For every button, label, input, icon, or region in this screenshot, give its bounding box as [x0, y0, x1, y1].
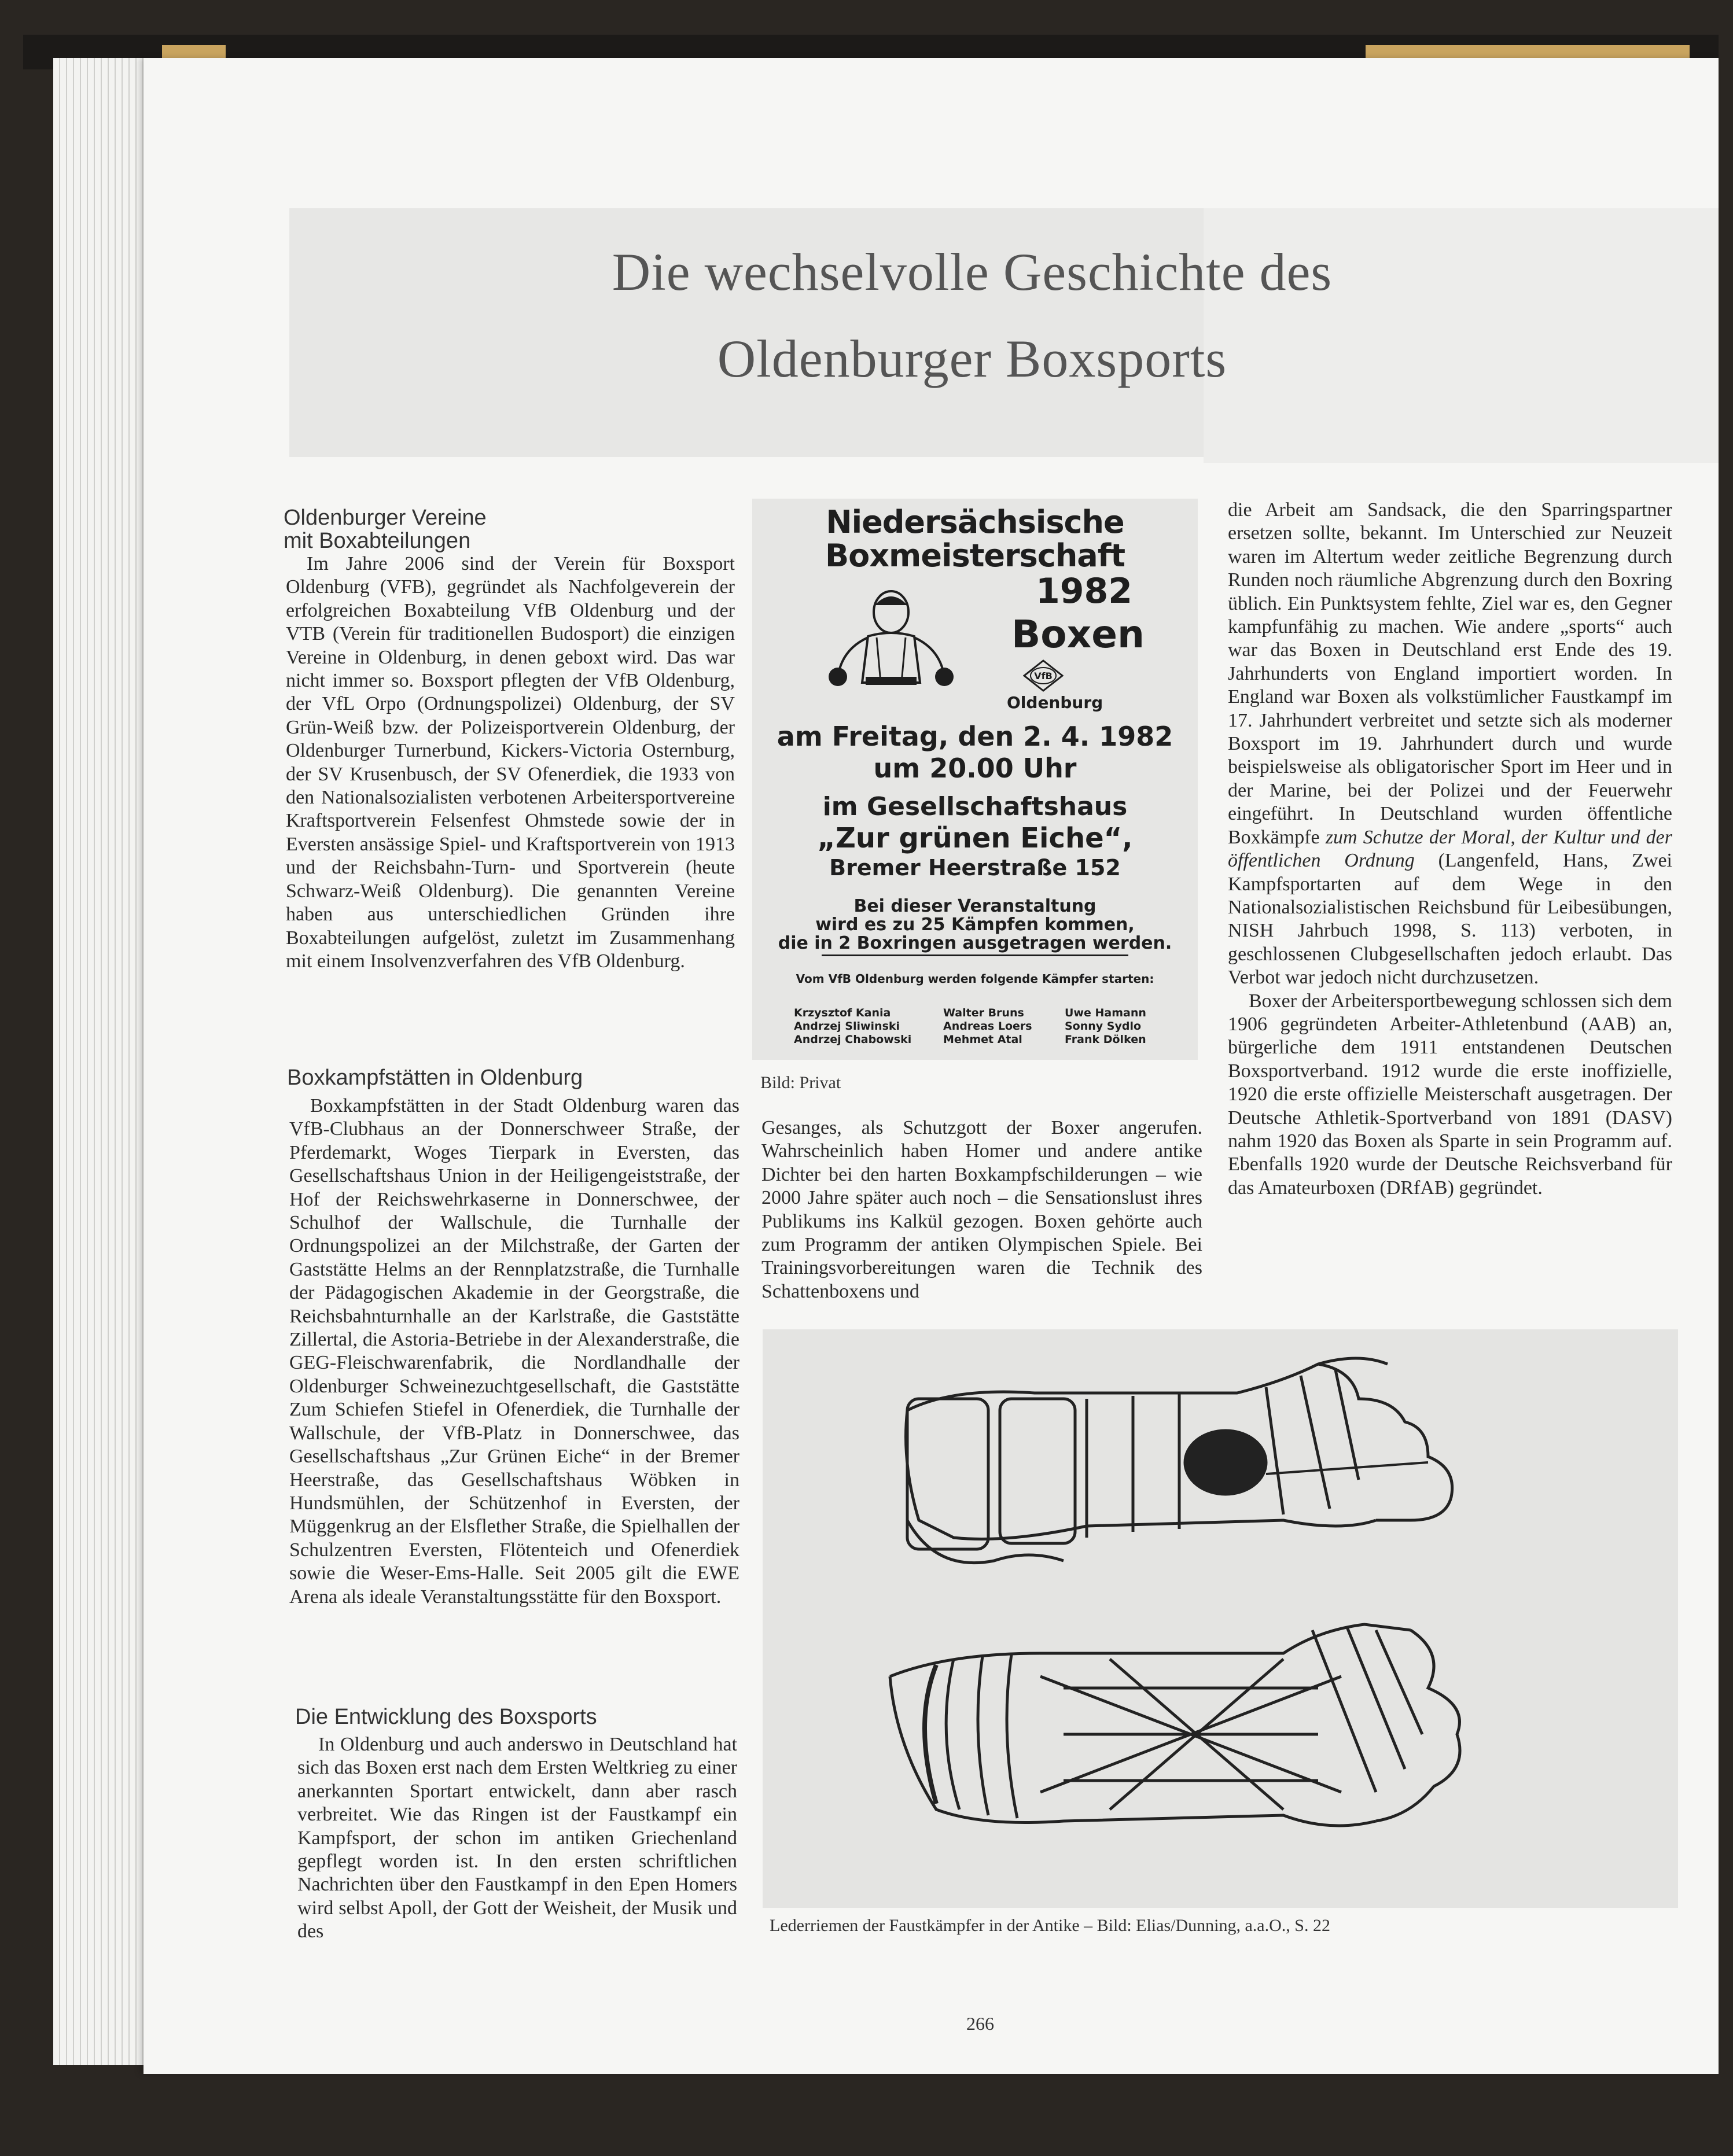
poster-venue-name: „Zur grünen Eiche“,	[817, 822, 1133, 854]
text-run: die Arbeit am Sandsack, die den Sparringspartner ersetzen sollte, bekannt. Im Unterschied zur Neuzeit waren im Altertum weder zeitliche Begrenzung durch Runden noch räumliche Abgrenzung durch den Boxring üblich. Ein Punktsystem fehlte, Ziel war es, den Gegner kampfunfähig zu machen. Wie andere „sports“ auch war das Boxen in Deutschland erst Ende des 19. Jahrhunderts von England importiert worden. In England war Boxen als volkstümlicher Faustkampf im 17. Jahrhundert verbreitet und setzte sich als moderner Boxsport im 19. Jahrhundert durch und wurde beispielsweise als obligatorischer Sport im Heer und in der Marine, bei der Polizei und der Feuerwehr eingeführt. In Deutschland wurden öffentliche Boxkämpfe	[1228, 499, 1672, 848]
section-heading-entwicklung: Die Entwicklung des Boxsports	[295, 1705, 597, 1729]
page-title	[289, 229, 1655, 402]
fighter-name: Andrzej Chabowski	[794, 1033, 912, 1046]
poster-fighters-heading: Vom VfB Oldenburg werden folgende Kämpfer starten:	[796, 972, 1154, 986]
paragraph: Boxkampfstätten in der Stadt Oldenburg waren das VfB-Clubhaus an der Donnerschweer Straße, der Pferdemarkt, Woges Tierpark in Eversten, das Gesellschaftshaus Union in der Heiligengeiststraße, der Hof der Reichswehrkaserne in Donnerschwee, der Schulhof der Wallschule, die Turnhalle der Ordnungspolizei an der Milchstraße, der Garten der Gaststätte Helms an der Rennplatzstraße, die Turnhalle der Pädagogischen Akademie in der Georgstraße, die Reichsbahnturnhalle an der Karlstraße, die Gaststätte Zillertal, die Astoria-Betriebe in der Alexanderstraße, die GEG-Fleischwarenfabrik, die Nordlandhalle der Oldenburger Schweinezuchtgesellschaft, die Gaststätte Zum Schiefen Stiefel in Ofenerdiek, die Turnhalle der Wallschule, der VfB-Platz in Donnerschwee, das Gesellschaftshaus „Zur Grünen Eiche“ in der Bremer Heerstraße, das Gesellschaftshaus Wöbken in Hundsmühlen, der Schützenhof in Eversten, der Müggenkrug an der Elsflether Straße, die Spielhallen der Schulzentren Eversten, Flötenteich und Ofenerdiek sowie die Weser-Ems-Halle. Seit 2005 gilt die EWE Arena als ideale Veranstaltungsstätte für den Boxsport.	[289, 1095, 739, 1608]
fighter-name: Krzysztof Kania	[794, 1007, 891, 1019]
fighter-name: Sonny Sydlo	[1065, 1020, 1142, 1033]
paragraph: Im Jahre 2006 sind der Verein für Boxsport Oldenburg (VFB), gegründet als Nachfolgeverein der erfolgreichen Boxabteilung VfB Oldenburg und der VTB (Verein für traditionellen Budosport) die einzigen Vereine in Oldenburg, in denen geboxt wird. Das war nicht immer so. Boxsport pflegten der VfB Oldenburg, der VfL Orpo (Ordnungspolizei) Oldenburg, der SV Grün-Weiß bzw. der Polizeisportverein Oldenburg, der Oldenburger Turnerbund, Kickers-Victoria Osternburg, der SV Krusenbusch, der SV Ofenerdiek, die 1933 von den Nationalsozialisten verbotenen Arbeitersportvereine Kraftsportverein Felsenfest Ohmstede sowie der in Eversten ansässige Spiel- und Kraftsportverein von 1913 und der Reichsbahn-Turn- und Sportverein (heute Schwarz-Weiß Oldenburg). Die genannten Vereine haben aus unterschiedlichen Gründen ihre Boxabteilungen aufgelöst, zuletzt im Zusammenhang mit einem Insolvenzverfahren des VfB Oldenburg.	[286, 553, 735, 972]
poster-headline-line: Niedersächsische	[826, 504, 1124, 540]
lower-hand-drawing	[890, 1624, 1460, 1826]
title-line-2: Oldenburger Boxsports	[717, 329, 1227, 388]
boxer-illustration	[822, 584, 961, 700]
poster-info-line: die in 2 Boxringen ausgetragen werden.	[778, 933, 1172, 953]
event-poster	[752, 499, 1198, 1060]
right-column-text	[1228, 499, 1672, 1200]
hand-wrap-illustration	[763, 1329, 1678, 1908]
poster-headline-line: Boxmeisterschaft	[825, 537, 1125, 574]
italic-quote: zum Schutze der Moral, der Kultur und der öffentlichen Ordnung	[1228, 826, 1672, 872]
paragraph: Gesanges, als Schutzgott der Boxer angerufen. Wahrscheinlich haben Homer und andere antike Dichter bei den harten Boxkampfschilderungen – wie 2000 Jahre später auch noch – die Sensationslust ihres Publikums ins Kalkül gezogen. Boxen gehörte auch zum Programm der antiken Olympischen Spiele. Bei Trainingsvorbereitungen waren die Technik des Schattenboxens und	[761, 1117, 1202, 1302]
title-line-1: Die wechselvolle Geschichte des	[612, 242, 1333, 301]
text-run: (Langenfeld, Hans, Zwei Kampfsportarten auf dem Wege in den Nationalsozialistischen Reichsbund für Leibesübungen, NISH Jahrbuch 1998, S. 113) verboten, in geschlossenen Clubgesellschaften jedoch erlaubt. Das Verbot war jedoch nicht durchzusetzen.	[1228, 850, 1672, 989]
fighters-column-2	[943, 1007, 1032, 1046]
fighter-name: Andrzej Sliwinski	[794, 1020, 900, 1033]
section-text-kampfstaetten	[289, 1094, 739, 1609]
fighter-name: Frank Dölken	[1065, 1033, 1146, 1046]
poster-caption: Bild: Privat	[760, 1073, 841, 1092]
poster-info-line: wird es zu 25 Kämpfen kommen,	[815, 915, 1135, 935]
section-text-vereine	[286, 552, 735, 973]
figure-caption: Lederriemen der Faustkämpfer in der Antike – Bild: Elias/Dunning, a.a.O., S. 22	[770, 1916, 1330, 1935]
paragraph: Boxer der Arbeitersportbewegung schlossen sich dem 1906 gegründeten Arbeiter-Athletenbund (AAB) an, bürgerliche dem 1911 entstandenen Deutschen Boxsportverband. 1912 wurde die erste inoffizielle, 1920 die erste offizielle Meisterschaft ausgetragen. Der Deutsche Athletik-Sportverband von 1891 (DASV) nahm 1920 das Boxen als Sparte in sein Programm auf. Ebenfalls 1920 wurde der Deutsche Reichsverband für das Amateurboxen (DRfAB) gegründet.	[1228, 990, 1672, 1199]
vfb-logo	[1023, 659, 1064, 692]
fighters-column-1	[794, 1007, 911, 1046]
poster-rule	[822, 954, 1128, 956]
middle-column-text	[761, 1116, 1202, 1303]
poster-headline	[752, 506, 1198, 573]
poster-city: Oldenburg	[1007, 693, 1103, 712]
poster-sport: Boxen	[1011, 612, 1145, 657]
section-text-entwicklung	[297, 1733, 737, 1944]
upper-hand-drawing	[906, 1358, 1452, 1563]
page-edges	[53, 58, 157, 2065]
fighter-name: Uwe Hamann	[1065, 1007, 1146, 1019]
paragraph: In Oldenburg und auch anderswo in Deutschland hat sich das Boxen erst nach dem Ersten Weltkrieg zu einer anerkannten Sportart entwickelt, dann aber rasch verbreitet. Wie das Ringen ist der Faustkampf ein Kampfsport, der schon im antiken Griechenland gepflegt worden ist. In den ersten schriftlichen Nachrichten über den Faustkampf in den Epen Homers wird selbst Apoll, der Gott der Weisheit, der Musik und des	[297, 1734, 737, 1943]
hand-wrap-drawing	[763, 1329, 1678, 1908]
poster-year: 1982	[1036, 571, 1132, 611]
poster-address: Bremer Heerstraße 152	[829, 855, 1121, 880]
section-heading-vereine	[284, 506, 732, 552]
fighter-name: Andreas Loers	[943, 1020, 1032, 1033]
paragraph	[1228, 499, 1672, 990]
page-number: 266	[966, 2013, 994, 2034]
poster-info-line: Bei dieser Veranstaltung	[853, 896, 1097, 916]
section-heading-kampfstaetten: Boxkampfstätten in Oldenburg	[287, 1066, 583, 1090]
heading-line: Oldenburger Vereine	[284, 506, 487, 530]
vfb-logo-text: VfB	[1034, 670, 1053, 681]
heading-line: mit Boxabteilungen	[284, 529, 471, 553]
poster-time: um 20.00 Uhr	[873, 753, 1077, 784]
poster-date: am Freitag, den 2. 4. 1982	[777, 721, 1173, 752]
fighters-column-3	[1065, 1007, 1146, 1046]
fighter-name: Mehmet Atal	[943, 1033, 1022, 1046]
fighter-name: Walter Bruns	[943, 1007, 1024, 1019]
poster-venue: im Gesellschaftshaus	[822, 792, 1128, 821]
